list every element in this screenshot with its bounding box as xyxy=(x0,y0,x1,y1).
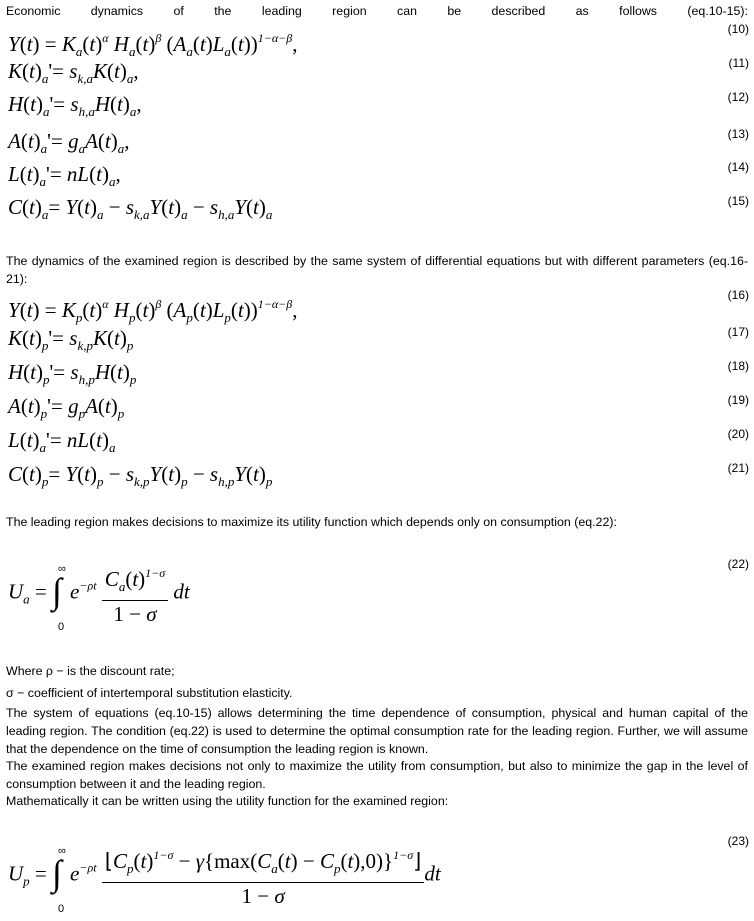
equation-number-19: (19) xyxy=(727,393,749,407)
equation-number-16: (16) xyxy=(727,288,749,302)
equation-number-14: (14) xyxy=(727,160,749,174)
equation-number-21: (21) xyxy=(727,461,749,475)
equation-number-10: (10) xyxy=(727,22,749,36)
equation-number-13: (13) xyxy=(727,127,749,141)
intro-examined-text: The dynamics of the examined region is described by the same system of differential equations but with different parameters (eq.16-21): xyxy=(6,254,748,286)
equation-15: $C(t)_a= Y(t)_a - s_{k,a}Y(t)_a - s_{h,a}Y(t)_a$ xyxy=(8,195,273,222)
where-sigma-text: σ − coefficient of intertemporal substitution elasticity. xyxy=(6,686,293,700)
intro-leading-text: Economic dynamics of the leading region can be described as follows (eq.10-15): xyxy=(6,4,748,18)
equation-10: $Y(t) = K_a(t)^\alpha$ $H_a(t)^\beta$ $(A_a(t)L_a(t))^{1-\alpha-\beta}$, xyxy=(8,31,298,59)
equation-number-17: (17) xyxy=(727,325,749,339)
equation-number-22: (22) xyxy=(727,557,749,571)
equation-20: $L(t)_a'= nL(t)_a$ xyxy=(8,428,116,455)
integral-sign: ∫ ∞ 0 xyxy=(52,844,66,915)
system-paragraph: The system of equations (eq.10-15) allows determining the time dependence of consumption, physical and human capital of the leading region. The condition (eq.22) is used to determine the optimal consumption rate for the leading region. Further, we will assume that the dependence on the time of consumption the leading region is known. xyxy=(6,706,748,756)
equation-number-23: (23) xyxy=(727,834,749,848)
equation-18: $H(t)_p'= s_{h,p}H(t)_p$ xyxy=(8,360,137,387)
equation-19: $A(t)_p'= g_pA(t)_p$ xyxy=(8,394,125,421)
where-rho-text: Where ρ − is the discount rate; xyxy=(6,664,175,678)
equation-number-18: (18) xyxy=(727,359,749,373)
equation-17: $K(t)_p'= s_{k,p}K(t)_p$ xyxy=(8,326,134,353)
equation-number-11: (11) xyxy=(728,56,749,70)
math-paragraph: Mathematically it can be written using the utility function for the examined region: xyxy=(6,794,449,808)
equation-21: $C(t)_p= Y(t)_p - s_{k,p}Y(t)_p - s_{h,p}Y(t)_p$ xyxy=(8,462,273,489)
equation-16: $Y(t) = K_p(t)^\alpha$ $H_p(t)^\beta$ $(A_p(t)L_p(t))^{1-\alpha-\beta}$, xyxy=(8,297,298,325)
integral-sign: ∫ ∞ 0 xyxy=(52,562,66,633)
equation-13: $A(t)_a'= g_aA(t)_a$, xyxy=(8,129,130,156)
equation-12: $H(t)_a'= s_{h,a}H(t)_a$, xyxy=(8,92,142,119)
equation-number-12: (12) xyxy=(727,90,749,104)
examined-paragraph: The examined region makes decisions not only to maximize the utility from consumption, but also to minimize the gap in the level of consumption between it and the leading region. xyxy=(6,759,748,791)
equation-14: $L(t)_a'= nL(t)_a$, xyxy=(8,162,121,189)
equation-22: $U_a$ = ∫ ∞ 0 $e^{-\rho t}$ $\frac{C_a(t)^{1-\sigma}}{1 - \sigma}$ dt xyxy=(8,560,190,627)
equation-number-15: (15) xyxy=(727,194,749,208)
equation-23: $U_p$ = ∫ ∞ 0 $e^{-\rho t}$ $\frac{⌊C_p(t)^{1-\sigma} - \gamma\{\max(C_a(t) - C_p(t),0)\}^{1-\sigma}⌋}{1 - \sigma}$ dt xyxy=(8,842,441,909)
equation-number-20: (20) xyxy=(727,427,749,441)
equation-11: $K(t)_a'= s_{k,a}K(t)_a$, xyxy=(8,59,139,86)
utility-intro-text: The leading region makes decisions to maximize its utility function which depends only on consumption (eq.22): xyxy=(6,515,617,529)
